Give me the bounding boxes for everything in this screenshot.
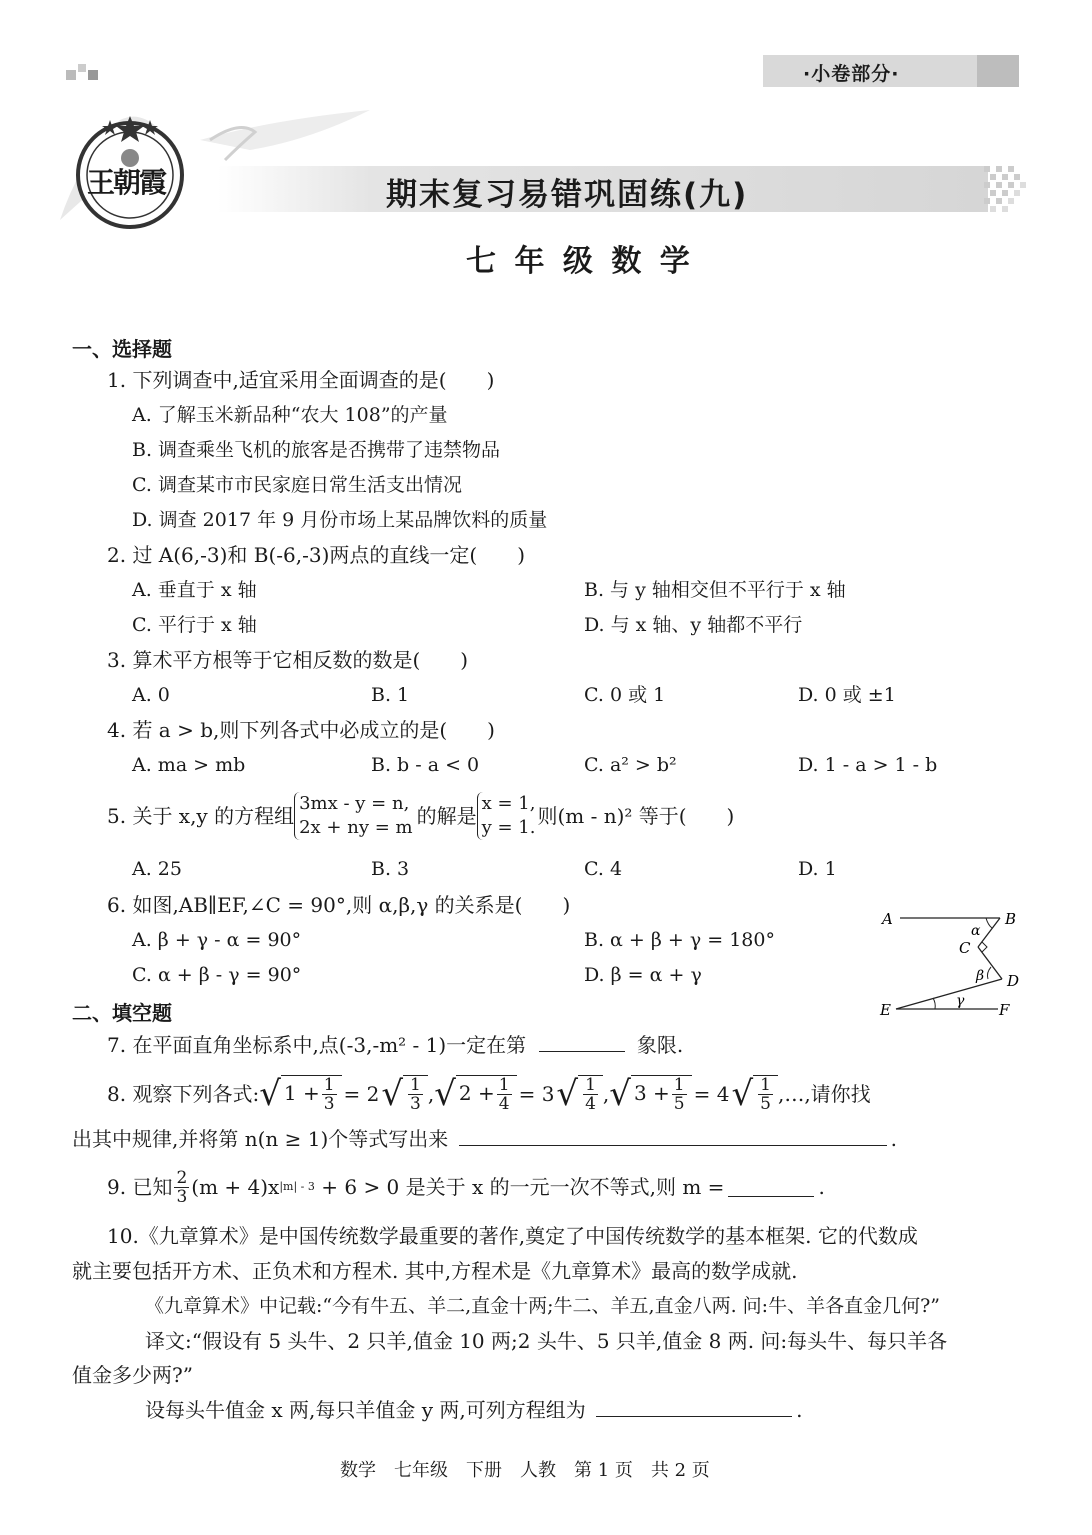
question-3-option-b: B. 1 [371,684,410,706]
section-tag [763,55,1019,87]
coef-1: = 2 [343,1082,380,1106]
sqrt-sign-icon: √ [731,1074,754,1114]
question-2-option-c: C. 平行于 x 轴 [132,614,257,636]
sqrt-sign-icon: √ [434,1074,456,1114]
question-7 [107,1033,683,1057]
frac-1b-den: 3 [410,1094,421,1114]
question-9-end: . [818,1175,825,1199]
question-7-text: 7. 在平面直角坐标系中,点(-3,-m² - 1)一定在第 [107,1033,527,1057]
figure-label-alpha: α [971,923,981,939]
section-tag-text: ·小卷部分· [803,63,900,85]
question-10-blank[interactable] [596,1398,792,1417]
frac-2-num: 1 [498,1075,510,1095]
question-4-option-c: C. a² > b² [584,754,677,776]
question-10-line-1: 10.《九章算术》是中国传统数学最重要的著作,奠定了中国传统数学的基本框架. 它的代数成 [107,1224,918,1248]
figure-label-e: E [880,1001,891,1019]
question-1-option-a: A. 了解玉米新品种“农大 108”的产量 [132,404,448,426]
question-6-option-b: B. α + β + γ = 180° [584,929,775,951]
question-10-line-3: 《九章算术》中记载:“今有牛五、羊二,直金十两;牛二、羊五,直金八两. 问:牛、羊各直金几何?” [145,1295,940,1317]
corner-squares [66,64,106,84]
question-5-eq1: 3mx - y = n, [299,793,410,814]
question-3-option-a: A. 0 [132,684,170,706]
question-5-sol1: x = 1, [481,793,536,814]
question-6-stem: 6. 如图,AB∥EF,∠C = 90°,则 α,β,γ 的关系是( ) [107,893,571,917]
sqrt-sign-icon: √ [556,1074,579,1114]
question-10-line-6 [145,1398,802,1422]
frac-1-den: 3 [323,1094,335,1114]
question-4-option-b: B. b - a < 0 [371,754,480,776]
question-7-blank[interactable] [539,1033,625,1052]
question-1-stem: 1. 下列调查中,适宜采用全面调查的是( ) [107,368,495,392]
question-9-lead: 9. 已知 [107,1175,173,1199]
frac-1b [408,1076,423,1113]
question-5-option-c: C. 4 [584,858,623,880]
question-1-option-b: B. 调查乘坐飞机的旅客是否携带了违禁物品 [132,439,501,461]
frac-2-den: 4 [498,1094,510,1114]
frac-1 [322,1076,337,1113]
figure-label-c: C [959,939,971,957]
figure-label-b: B [1005,910,1017,928]
question-9 [107,1165,825,1209]
question-8-end: . [890,1127,897,1151]
question-10-setup: 设每头牛值金 x 两,每只羊值金 y 两,可列方程组为 [145,1398,586,1422]
question-6-figure [878,905,1028,1025]
question-9-frac-num: 2 [176,1167,188,1188]
radicand-2-int: 2 + [458,1081,495,1105]
question-2-option-b: B. 与 y 轴相交但不平行于 x 轴 [584,579,846,601]
title-band-dots [984,166,1028,212]
coef-2: = 3 [518,1082,555,1106]
logo-text: 王朝霞 [87,166,166,199]
question-9-frac-den: 3 [176,1186,188,1207]
frac-2 [497,1076,512,1113]
frac-3b [758,1076,773,1113]
frac-1b-num: 1 [410,1075,421,1095]
frac-1-num: 1 [323,1075,335,1095]
radicand-3-int: 3 + [633,1081,670,1105]
question-5-option-a: A. 25 [132,858,182,880]
frac-2b-den: 4 [585,1094,596,1114]
question-5-mid: 的解是 [416,804,477,828]
sqrt-sign-icon: √ [609,1074,631,1114]
question-4-option-d: D. 1 - a > 1 - b [798,754,938,776]
frac-3-den: 5 [673,1094,685,1114]
question-4-stem: 4. 若 a > b,则下列各式中必成立的是( ) [107,718,495,742]
figure-label-d: D [1007,972,1020,990]
radicand-2 [456,1075,517,1113]
question-5-sol2: y = 1. [481,817,536,838]
question-9-exponent: |m| - 3 [279,1180,315,1193]
question-5-eq2: 2x + ny = m [299,817,413,838]
question-5-suffix: 则(m - n)² 等于( ) [537,804,735,828]
question-8-lead: 8. 观察下列各式: [107,1082,260,1106]
question-3-option-c: C. 0 或 1 [584,684,666,706]
question-10-line-5: 值金多少两?” [72,1363,193,1387]
question-8-line-1: 8. 观察下列各式: √ 1 + $\frac{1}{3}$ = 2 √ $\frac{1}{3}$ , √ 2 + $\frac{1}{4}$ = 3 √ $\frac{1}{4}$ , √ 3 + $\frac{1}{5}$ = 4 √ $\frac{1}{5}$ ,…,请你找 [107,1074,871,1114]
question-6-option-a: A. β + γ - α = 90° [132,929,302,951]
question-5-stem [107,792,734,840]
question-5-solution [477,792,536,840]
question-6-option-c: C. α + β - γ = 90° [132,964,302,986]
section-heading-fill: 二、填空题 [72,1001,172,1025]
question-5-option-d: D. 1 [798,858,837,880]
figure-label-gamma: γ [956,993,965,1009]
coef-3: = 4 [693,1082,730,1106]
figure-label-beta: β [976,968,985,984]
question-3-stem: 3. 算术平方根等于它相反数的数是( ) [107,648,469,672]
question-2-stem: 2. 过 A(6,-3)和 B(-6,-3)两点的直线一定( ) [107,543,525,567]
question-9-rest: + 6 > 0 是关于 x 的一元一次不等式,则 m = [314,1175,725,1199]
frac-2b [583,1076,598,1113]
question-5-prefix: 5. 关于 x,y 的方程组 [107,804,295,828]
question-9-blank[interactable] [728,1178,814,1197]
radicand-2b [578,1075,603,1113]
radicand-1b [403,1075,428,1113]
question-9-expr: (m + 4)x [191,1175,280,1199]
sqrt-sign-icon: √ [259,1074,281,1114]
question-6-option-d: D. β = α + γ [584,964,702,986]
radicand-1 [281,1075,342,1113]
page-subtitle: 七 年 级 数 学 [466,244,694,279]
question-5-option-b: B. 3 [371,858,410,880]
question-10-line-2: 就主要包括开方术、正负术和方程术. 其中,方程术是《九章算术》最高的数学成就. [72,1259,798,1283]
sqrt-sign-icon: √ [381,1074,404,1114]
question-8-tail: ,…,请你找 [777,1082,871,1106]
question-10-end: . [796,1398,803,1422]
frac-3b-num: 1 [760,1075,771,1095]
page-footer: 数学 七年级 下册 人教 第 1 页 共 2 页 [340,1460,710,1481]
question-1-option-d: D. 调查 2017 年 9 月份市场上某品牌饮料的质量 [132,509,548,531]
radicand-3b [753,1075,778,1113]
frac-3-num: 1 [673,1075,685,1095]
figure-label-f: F [999,1001,1010,1019]
section-heading-choice: 一、选择题 [72,337,172,361]
question-1-option-c: C. 调查某市市民家庭日常生活支出情况 [132,474,462,496]
radicand-3 [631,1075,692,1113]
question-3-option-d: D. 0 或 ±1 [798,684,896,706]
frac-2b-num: 1 [585,1075,596,1095]
frac-3 [672,1076,687,1113]
question-8-line-2 [72,1127,897,1151]
radicand-1-int: 1 + [283,1081,320,1105]
question-5-system [294,792,412,840]
question-4-option-a: A. ma > mb [132,754,246,776]
question-10-line-4: 译文:“假设有 5 头牛、2 只羊,值金 10 两;2 头牛、5 只羊,值金 8 两. 问:每头牛、每只羊各 [145,1329,948,1353]
page-title: 期末复习易错巩固练(九) [386,177,749,213]
question-9-frac [174,1169,189,1206]
question-8-line-2-text: 出其中规律,并将第 n(n ≥ 1)个等式写出来 [72,1127,449,1151]
frac-3b-den: 5 [760,1094,771,1114]
question-2-option-a: A. 垂直于 x 轴 [132,579,257,601]
figure-label-a: A [882,910,893,928]
question-2-option-d: D. 与 x 轴、y 轴都不平行 [584,614,803,636]
question-7-tail: 象限. [636,1033,684,1057]
question-8-blank[interactable] [459,1127,887,1146]
